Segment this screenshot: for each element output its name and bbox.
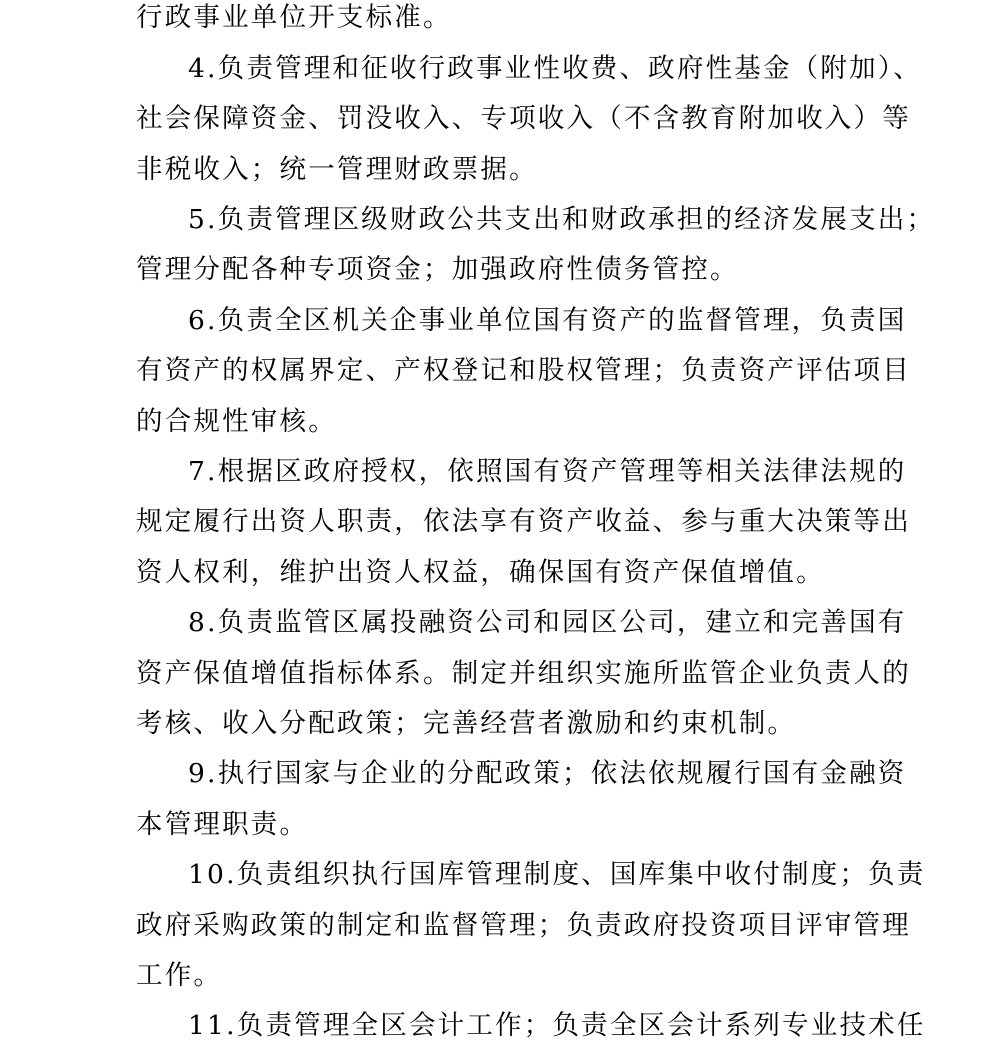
text-line: 有资产的权属界定、产权登记和股权管理；负责资产评估项目 (136, 355, 911, 386)
text-line-item-9: 9.执行国家与企业的分配政策；依法依规履行国有金融资 (188, 758, 907, 789)
text-line: 资人权利，维护出资人权益，确保国有资产保值增值。 (136, 557, 825, 588)
text-line: 的合规性审核。 (136, 406, 337, 437)
text-line-item-8: 8.负责监管区属投融资公司和园区公司，建立和完善国有 (188, 607, 907, 638)
text-line: 非税收入；统一管理财政票据。 (136, 154, 538, 185)
text-line-item-7: 7.根据区政府授权，依照国有资产管理等相关法律法规的 (188, 456, 907, 487)
text-line: 社会保障资金、罚没收入、专项收入（不含教育附加收入）等 (136, 103, 911, 134)
text-line-continuation: 行政事业单位开支标准。 (136, 2, 452, 33)
text-line: 规定履行出资人职责，依法享有资产收益、参与重大决策等出 (136, 506, 911, 537)
text-line-item-11: 11.负责管理全区会计工作；负责全区会计系列专业技术任 (188, 1010, 926, 1041)
text-line: 资产保值增值指标体系。制定并组织实施所监管企业负责人的 (136, 658, 911, 689)
text-line: 本管理职责。 (136, 809, 309, 840)
text-line-item-5: 5.负责管理区级财政公共支出和财政承担的经济发展支出； (188, 204, 936, 235)
text-line: 考核、收入分配政策；完善经营者激励和约束机制。 (136, 708, 797, 739)
text-line-item-10: 10.负责组织执行国库管理制度、国库集中收付制度；负责 (188, 859, 926, 890)
text-line: 管理分配各种专项资金；加强政府性债务管控。 (136, 254, 739, 285)
text-line-item-4: 4.负责管理和征收行政事业性收费、政府性基金（附加）、 (188, 53, 922, 84)
text-line: 工作。 (136, 960, 223, 991)
text-line-item-6: 6.负责全区机关企事业单位国有资产的监督管理，负责国 (188, 305, 907, 336)
text-line: 政府采购政策的制定和监督管理；负责政府投资项目评审管理 (136, 910, 911, 941)
